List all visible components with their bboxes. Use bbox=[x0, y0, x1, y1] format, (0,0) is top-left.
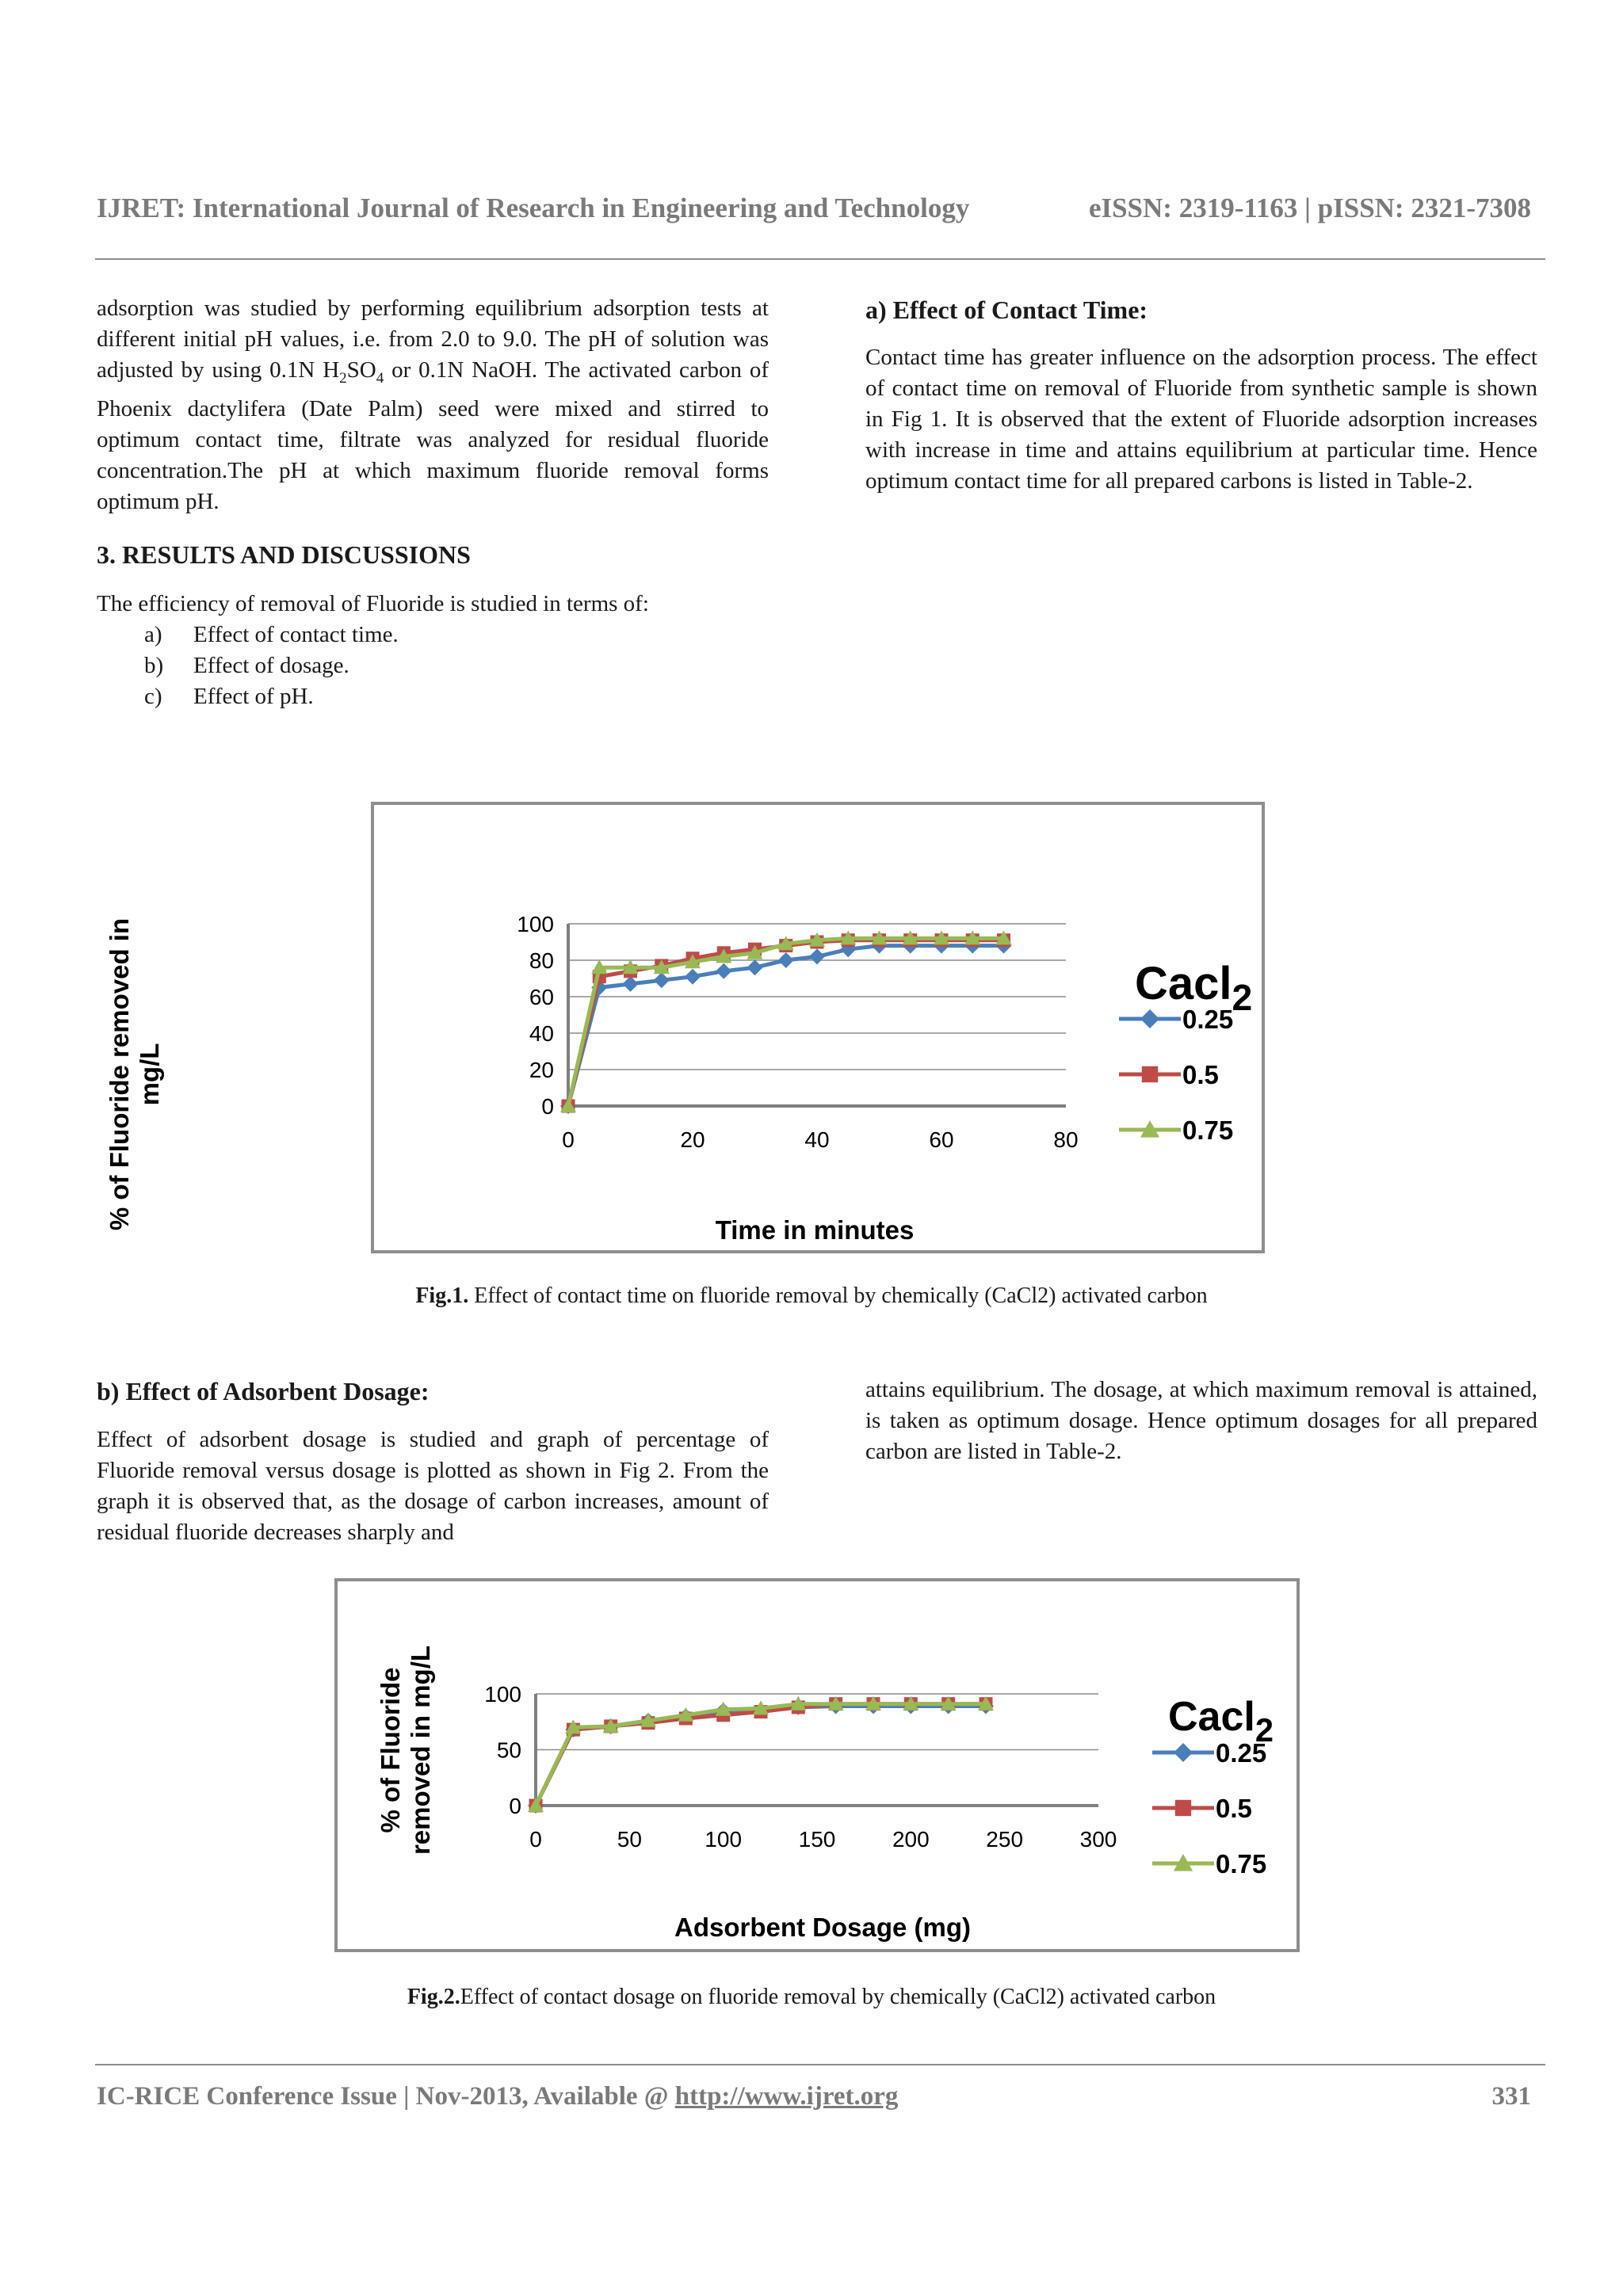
data-point bbox=[778, 952, 794, 968]
y-tick-label: 100 bbox=[517, 912, 554, 936]
results-list bbox=[144, 620, 399, 712]
figure-2-frame bbox=[334, 1578, 1300, 1952]
y-tick-label: 80 bbox=[529, 948, 554, 973]
y-axis-label-line: % of Fluoride bbox=[376, 1667, 405, 1833]
x-tick-label: 80 bbox=[1053, 1127, 1079, 1152]
heading-adsorbent-dosage: b) Effect of Adsorbent Dosage: bbox=[97, 1377, 430, 1405]
y-axis-label-line: % of Fluoride removed in bbox=[105, 917, 134, 1231]
y-axis-label bbox=[105, 918, 164, 1230]
series-line-0.25 bbox=[536, 1707, 986, 1806]
legend-entry-0.5: 0.5 bbox=[1182, 1060, 1219, 1089]
journal-link[interactable]: http://www.ijret.org bbox=[674, 2082, 899, 2111]
dosage-paragraph-left: Effect of adsorbent dosage is studied and graph of percentage of Fluoride removal versus dosage is plotted as shown in Fig 2. From the graph it is observed that, as the dosage of carbon increases, amount of residual fluoride decreases sharply and bbox=[97, 1427, 769, 1545]
legend-title-subscript: 2 bbox=[1232, 977, 1253, 1018]
journal-title: IJRET: International Journal of Research in Engineering and Technology bbox=[97, 193, 970, 223]
x-tick-label: 60 bbox=[929, 1127, 954, 1152]
list-item: b) Effect of dosage. bbox=[144, 653, 349, 678]
data-point bbox=[716, 963, 731, 979]
legend-entry-0.5: 0.5 bbox=[1216, 1794, 1252, 1823]
data-point bbox=[809, 948, 825, 964]
x-axis-label: Adsorbent Dosage (mg) bbox=[674, 1913, 972, 1942]
figure-1-caption: Fig.1. Effect of contact time on fluoride removal by chemically (CaCl2) activated carbon bbox=[415, 1283, 1208, 1308]
x-tick-label: 200 bbox=[892, 1827, 930, 1852]
left-column-paragraph: adsorption was studied by performing equilibrium adsorption tests at different initial pH values, i.e. from 2.0 to 9.0. The pH of solution was adjusted by using 0.1N $H_2SO_4$ or 0.1N NaOH. The activated carbon of Phoenix dactylifera (Date Palm) seed were mixed and stirred to optimum contact time, filtrate was analyzed for residual fluoride concentration.The pH at which maximum fluoride removal forms optimum pH. bbox=[97, 296, 769, 514]
page-header bbox=[97, 193, 1531, 224]
heading-contact-time: a) Effect of Contact Time: bbox=[865, 296, 1148, 324]
y-axis-label bbox=[376, 1646, 435, 1855]
legend-marker bbox=[1174, 1743, 1193, 1762]
issn: eISSN: 2319-1163 | pISSN: 2321-7308 bbox=[1088, 193, 1531, 223]
y-tick-label: 100 bbox=[484, 1682, 521, 1707]
dosage-paragraph-right: attains equilibrium. The dosage, at which maximum removal is attained, is taken as optimum dosage. Hence optimum dosages for all prepared carbon are listed in Table-2. bbox=[865, 1377, 1537, 1464]
data-point bbox=[685, 969, 701, 985]
x-axis-label: Time in minutes bbox=[715, 1215, 915, 1245]
legend-entry-0.75: 0.75 bbox=[1182, 1116, 1234, 1145]
section-heading-results: 3. RESULTS AND DISCUSSIONS bbox=[97, 540, 471, 569]
figure-1-chart bbox=[105, 805, 1262, 1250]
x-tick-label: 0 bbox=[529, 1827, 542, 1852]
legend-title: Cacl$_2$ bbox=[1135, 958, 1253, 1018]
page-footer bbox=[97, 2082, 1531, 2111]
x-tick-label: 150 bbox=[798, 1827, 836, 1852]
list-item: a) Effect of contact time. bbox=[144, 622, 399, 647]
y-tick-label: 40 bbox=[529, 1021, 554, 1046]
data-point bbox=[654, 972, 670, 988]
contact-time-paragraph: Contact time has greater influence on the adsorption process. The effect of contact time on removal of Fluoride from synthetic sample is shown in Fig 1. It is observed that the extent of Fluoride adsorption increases with increase in time and attains equilibrium at particular time. Hence optimum contact time for all prepared carbons is listed in Table-2. bbox=[865, 345, 1537, 494]
footer-issue: IC-RICE Conference Issue | Nov-2013, Available @ bbox=[97, 2082, 675, 2111]
legend-entry-0.75: 0.75 bbox=[1216, 1849, 1267, 1878]
legend-title: Cacl$_2$ bbox=[1168, 1694, 1274, 1749]
x-tick-label: 0 bbox=[562, 1127, 575, 1152]
legend-marker bbox=[1142, 1066, 1158, 1082]
figure-2-chart bbox=[338, 1581, 1296, 1949]
x-tick-label: 100 bbox=[705, 1827, 743, 1852]
x-tick-label: 20 bbox=[680, 1127, 705, 1152]
header-rule bbox=[95, 258, 1545, 260]
legend-marker bbox=[1175, 1800, 1191, 1816]
series-line-0.75 bbox=[536, 1704, 986, 1806]
results-intro: The efficiency of removal of Fluoride is studied in terms of: bbox=[97, 591, 649, 616]
figure-2-caption: Fig.2.Effect of contact dosage on fluoride removal by chemically (CaCl2) activated carbon bbox=[407, 1985, 1216, 2009]
y-tick-label: 0 bbox=[509, 1794, 521, 1818]
page-number: 331 bbox=[1491, 2082, 1531, 2111]
x-tick-label: 250 bbox=[986, 1827, 1024, 1852]
series-line-0.5 bbox=[536, 1704, 986, 1806]
list-item: c) Effect of pH. bbox=[144, 684, 314, 709]
data-point bbox=[623, 976, 639, 992]
footer-rule bbox=[95, 2064, 1545, 2065]
y-tick-label: 0 bbox=[541, 1094, 554, 1119]
legend-entry-0.25: 0.25 bbox=[1182, 1005, 1234, 1034]
figure-1-frame bbox=[105, 802, 1265, 1253]
data-point bbox=[747, 959, 763, 975]
x-tick-label: 40 bbox=[804, 1127, 830, 1152]
y-axis-label-line: removed in mg/L bbox=[405, 1645, 435, 1855]
legend-entry-0.25: 0.25 bbox=[1216, 1738, 1267, 1768]
y-tick-label: 50 bbox=[496, 1737, 521, 1763]
y-tick-label: 60 bbox=[529, 985, 554, 1009]
y-tick-label: 20 bbox=[529, 1058, 554, 1082]
x-tick-label: 50 bbox=[617, 1827, 642, 1852]
legend-marker bbox=[1140, 1009, 1159, 1028]
y-axis-label-line: mg/L bbox=[134, 1043, 164, 1106]
legend-title-subscript: 2 bbox=[1254, 1711, 1274, 1749]
x-tick-label: 300 bbox=[1079, 1827, 1117, 1852]
